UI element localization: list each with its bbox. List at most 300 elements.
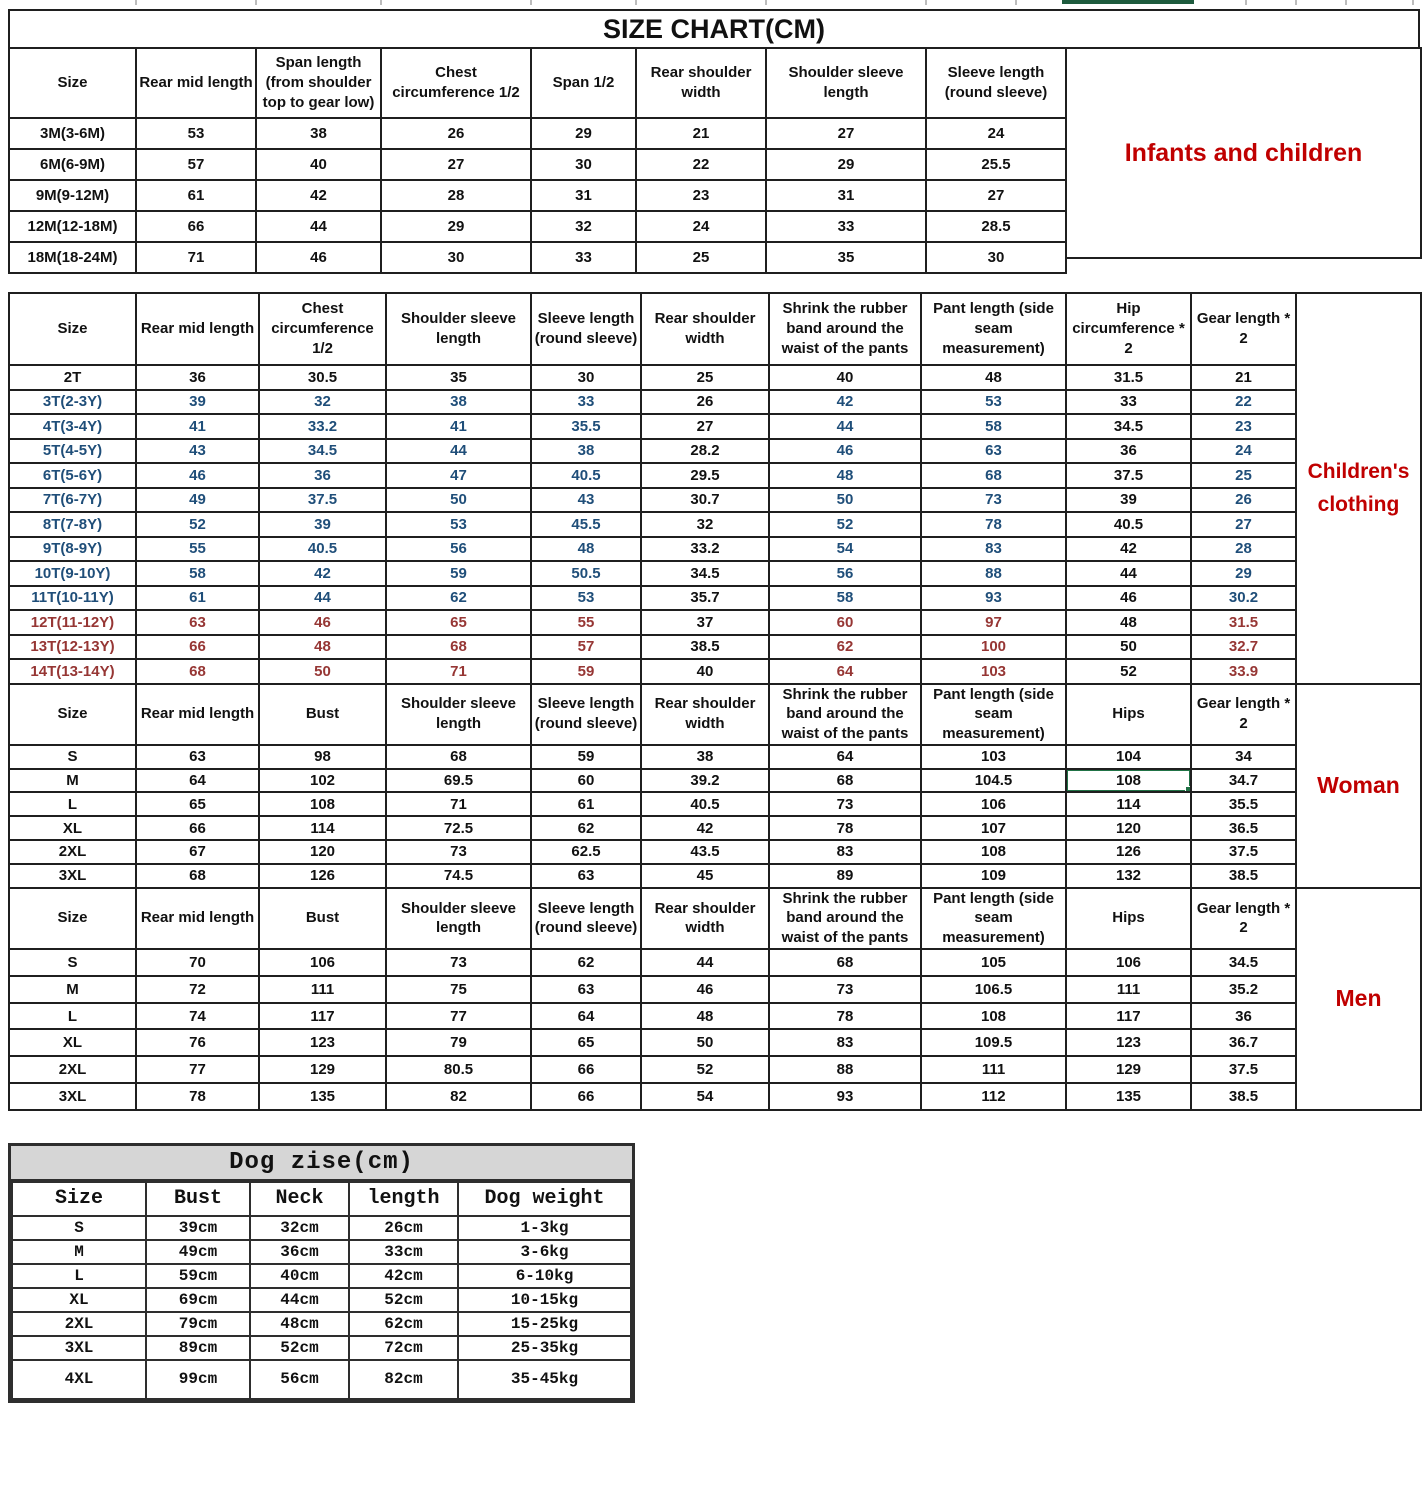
value-cell: 37 xyxy=(641,610,769,635)
dog-size-box xyxy=(8,1143,635,1403)
value-cell: 98 xyxy=(259,745,386,769)
value-cell: 50 xyxy=(259,659,386,684)
value-cell: 49cm xyxy=(146,1240,250,1264)
header-row xyxy=(9,293,1296,365)
value-cell: 42 xyxy=(769,390,921,415)
value-cell: 73 xyxy=(386,840,531,864)
value-cell: 48 xyxy=(1066,610,1191,635)
value-cell: 46 xyxy=(1066,586,1191,611)
table-row xyxy=(9,1003,1296,1030)
value-cell: 126 xyxy=(259,864,386,888)
table-row xyxy=(9,488,1296,513)
gridline-tick xyxy=(530,0,532,5)
value-cell: 34.5 xyxy=(259,439,386,464)
table-row xyxy=(9,463,1296,488)
value-cell: 33 xyxy=(1066,390,1191,415)
column-header: Size xyxy=(9,293,136,365)
value-cell: 56 xyxy=(386,537,531,562)
gridline-tick xyxy=(1245,0,1247,5)
value-cell: 120 xyxy=(1066,816,1191,840)
value-cell: 108 xyxy=(921,840,1066,864)
value-cell: 48 xyxy=(531,537,641,562)
value-cell: 62cm xyxy=(349,1312,458,1336)
value-cell: 66 xyxy=(136,211,256,242)
table-row xyxy=(9,792,1296,816)
section-gap xyxy=(0,1111,1428,1143)
size-label-cell: XL xyxy=(9,816,136,840)
value-cell: 88 xyxy=(769,1056,921,1083)
value-cell: 21 xyxy=(636,118,766,149)
value-cell: 60 xyxy=(769,610,921,635)
gridline-tick xyxy=(925,0,927,5)
value-cell: 33 xyxy=(766,211,926,242)
value-cell: 37.5 xyxy=(259,488,386,513)
table-row xyxy=(9,439,1296,464)
value-cell: 74.5 xyxy=(386,864,531,888)
value-cell: 114 xyxy=(259,816,386,840)
column-header: Rear mid length xyxy=(136,888,259,949)
column-header: Gear length * 2 xyxy=(1191,293,1296,365)
value-cell: 32.7 xyxy=(1191,635,1296,660)
column-header: Hips xyxy=(1066,888,1191,949)
column-header: Bust xyxy=(259,684,386,745)
value-cell: 66 xyxy=(136,816,259,840)
column-header: Gear length * 2 xyxy=(1191,888,1296,949)
value-cell: 50 xyxy=(386,488,531,513)
value-cell: 106.5 xyxy=(921,976,1066,1003)
value-cell: 82cm xyxy=(349,1360,458,1399)
size-label-cell: M xyxy=(12,1240,146,1264)
value-cell: 48cm xyxy=(250,1312,349,1336)
gridline-tick xyxy=(135,0,137,5)
value-cell: 83 xyxy=(921,537,1066,562)
value-cell: 46 xyxy=(136,463,259,488)
size-label-cell: 3XL xyxy=(9,1083,136,1110)
value-cell: 39cm xyxy=(146,1216,250,1240)
value-cell: 78 xyxy=(136,1083,259,1110)
value-cell: 82 xyxy=(386,1083,531,1110)
size-label-cell: 3XL xyxy=(12,1336,146,1360)
table-row xyxy=(12,1288,631,1312)
value-cell: 38.5 xyxy=(1191,1083,1296,1110)
value-cell: 89cm xyxy=(146,1336,250,1360)
table-row xyxy=(9,1029,1296,1056)
value-cell: 30 xyxy=(381,242,531,273)
side-label-woman: Woman xyxy=(1297,683,1422,889)
size-label-cell: 2XL xyxy=(9,840,136,864)
green-border-artifact xyxy=(1062,0,1194,4)
column-header: Sleeve length (round sleeve) xyxy=(531,888,641,949)
value-cell: 38.5 xyxy=(1191,864,1296,888)
table-row xyxy=(9,769,1296,793)
column-header: Gear length * 2 xyxy=(1191,684,1296,745)
value-cell: 44 xyxy=(1066,561,1191,586)
value-cell: 123 xyxy=(259,1029,386,1056)
value-cell: 40 xyxy=(769,365,921,390)
value-cell: 29 xyxy=(1191,561,1296,586)
column-header: Sleeve length (round sleeve) xyxy=(926,48,1066,118)
value-cell: 66 xyxy=(531,1056,641,1083)
value-cell: 117 xyxy=(1066,1003,1191,1030)
gridline-tick xyxy=(765,0,767,5)
value-cell: 111 xyxy=(259,976,386,1003)
column-header: Shoulder sleeve length xyxy=(766,48,926,118)
value-cell: 72 xyxy=(136,976,259,1003)
value-cell: 52 xyxy=(769,512,921,537)
value-cell: 135 xyxy=(1066,1083,1191,1110)
value-cell: 109.5 xyxy=(921,1029,1066,1056)
table-row xyxy=(12,1312,631,1336)
value-cell: 77 xyxy=(136,1056,259,1083)
value-cell: 56 xyxy=(769,561,921,586)
side-label-children: Children's clothing xyxy=(1297,292,1422,685)
value-cell: 37.5 xyxy=(1191,1056,1296,1083)
size-label-cell: XL xyxy=(12,1288,146,1312)
gridline-tick xyxy=(1412,0,1414,5)
value-cell: 40.5 xyxy=(641,792,769,816)
size-label-cell: S xyxy=(9,949,136,976)
gridline-tick xyxy=(635,0,637,5)
value-cell: 108 xyxy=(921,1003,1066,1030)
column-header: Dog weight xyxy=(458,1182,631,1216)
size-label-cell: M xyxy=(9,976,136,1003)
column-header: Shrink the rubber band around the waist of the pants xyxy=(769,888,921,949)
value-cell: 43 xyxy=(136,439,259,464)
value-cell: 58 xyxy=(136,561,259,586)
value-cell: 27 xyxy=(641,414,769,439)
value-cell: 63 xyxy=(531,864,641,888)
size-label-cell: 18M(18-24M) xyxy=(9,242,136,273)
column-header: Span length (from shoulder top to gear low) xyxy=(256,48,381,118)
infants-section xyxy=(8,49,1428,274)
value-cell: 29 xyxy=(766,149,926,180)
value-cell: 58 xyxy=(921,414,1066,439)
column-header: Shoulder sleeve length xyxy=(386,293,531,365)
value-cell: 27 xyxy=(766,118,926,149)
table-row xyxy=(9,365,1296,390)
value-cell: 45.5 xyxy=(531,512,641,537)
column-header: Rear shoulder width xyxy=(641,684,769,745)
table-row xyxy=(12,1240,631,1264)
value-cell: 63 xyxy=(136,610,259,635)
value-cell: 112 xyxy=(921,1083,1066,1110)
value-cell: 60 xyxy=(531,769,641,793)
value-cell: 31 xyxy=(531,180,636,211)
value-cell: 79 xyxy=(386,1029,531,1056)
value-cell: 40 xyxy=(641,659,769,684)
value-cell: 32 xyxy=(259,390,386,415)
table-row xyxy=(9,149,1066,180)
size-label-cell: 10T(9-10Y) xyxy=(9,561,136,586)
value-cell: 61 xyxy=(136,586,259,611)
value-cell: 33.9 xyxy=(1191,659,1296,684)
dog-size-table xyxy=(11,1181,632,1400)
size-label-cell: 12M(12-18M) xyxy=(9,211,136,242)
value-cell: 117 xyxy=(259,1003,386,1030)
value-cell: 26 xyxy=(381,118,531,149)
value-cell: 44 xyxy=(769,414,921,439)
value-cell: 44 xyxy=(259,586,386,611)
value-cell: 36.5 xyxy=(1191,816,1296,840)
column-header: Shoulder sleeve length xyxy=(386,684,531,745)
size-label-cell: 9M(9-12M) xyxy=(9,180,136,211)
value-cell: 126 xyxy=(1066,840,1191,864)
value-cell: 65 xyxy=(386,610,531,635)
value-cell: 59cm xyxy=(146,1264,250,1288)
table-row xyxy=(9,745,1296,769)
value-cell: 59 xyxy=(531,659,641,684)
value-cell: 39.2 xyxy=(641,769,769,793)
value-cell: 89 xyxy=(769,864,921,888)
value-cell: 64 xyxy=(769,745,921,769)
value-cell: 78 xyxy=(769,1003,921,1030)
value-cell: 57 xyxy=(136,149,256,180)
table-row xyxy=(9,635,1296,660)
value-cell: 39 xyxy=(1066,488,1191,513)
table-row xyxy=(12,1360,631,1399)
size-label-cell: 2T xyxy=(9,365,136,390)
value-cell: 40.5 xyxy=(259,537,386,562)
value-cell: 68 xyxy=(921,463,1066,488)
spreadsheet-top-gridline-strip xyxy=(0,0,1428,9)
column-header: Chest circumference 1/2 xyxy=(381,48,531,118)
value-cell: 59 xyxy=(531,745,641,769)
value-cell: 35.5 xyxy=(1191,792,1296,816)
value-cell: 120 xyxy=(259,840,386,864)
value-cell: 103 xyxy=(921,745,1066,769)
column-header: Rear mid length xyxy=(136,48,256,118)
value-cell: 78 xyxy=(769,816,921,840)
column-header: Size xyxy=(9,684,136,745)
table-row xyxy=(9,118,1066,149)
value-cell: 53 xyxy=(921,390,1066,415)
value-cell: 76 xyxy=(136,1029,259,1056)
column-header: Bust xyxy=(146,1182,250,1216)
value-cell: 6-10kg xyxy=(458,1264,631,1288)
value-cell: 32cm xyxy=(250,1216,349,1240)
value-cell: 44 xyxy=(256,211,381,242)
value-cell: 24 xyxy=(926,118,1066,149)
value-cell: 129 xyxy=(259,1056,386,1083)
value-cell: 99cm xyxy=(146,1360,250,1399)
gridline-tick xyxy=(255,0,257,5)
value-cell: 22 xyxy=(1191,390,1296,415)
value-cell: 35.5 xyxy=(531,414,641,439)
value-cell: 36 xyxy=(1191,1003,1296,1030)
value-cell: 34.5 xyxy=(1066,414,1191,439)
value-cell: 36cm xyxy=(250,1240,349,1264)
value-cell: 100 xyxy=(921,635,1066,660)
value-cell: 53 xyxy=(531,586,641,611)
column-header: Rear mid length xyxy=(136,684,259,745)
value-cell: 29.5 xyxy=(641,463,769,488)
value-cell: 109 xyxy=(921,864,1066,888)
value-cell: 42cm xyxy=(349,1264,458,1288)
value-cell: 35-45kg xyxy=(458,1360,631,1399)
value-cell: 28.2 xyxy=(641,439,769,464)
table-row xyxy=(9,659,1296,684)
value-cell: 43.5 xyxy=(641,840,769,864)
value-cell: 37.5 xyxy=(1066,463,1191,488)
column-header: length xyxy=(349,1182,458,1216)
table-row xyxy=(9,840,1296,864)
value-cell: 72cm xyxy=(349,1336,458,1360)
value-cell: 38.5 xyxy=(641,635,769,660)
value-cell: 48 xyxy=(921,365,1066,390)
table-row xyxy=(12,1264,631,1288)
size-label-cell: 12T(11-12Y) xyxy=(9,610,136,635)
value-cell: 103 xyxy=(921,659,1066,684)
men-size-table xyxy=(8,887,1297,1111)
table-row xyxy=(9,537,1296,562)
value-cell: 21 xyxy=(1191,365,1296,390)
table-row xyxy=(9,512,1296,537)
value-cell: 88 xyxy=(921,561,1066,586)
value-cell: 23 xyxy=(1191,414,1296,439)
value-cell: 42 xyxy=(1066,537,1191,562)
value-cell: 41 xyxy=(386,414,531,439)
value-cell: 97 xyxy=(921,610,1066,635)
value-cell: 106 xyxy=(921,792,1066,816)
column-header: Rear shoulder width xyxy=(636,48,766,118)
table-row xyxy=(9,586,1296,611)
value-cell: 52cm xyxy=(250,1336,349,1360)
column-header: Shrink the rubber band around the waist of the pants xyxy=(769,293,921,365)
value-cell: 27 xyxy=(926,180,1066,211)
value-cell: 34.5 xyxy=(641,561,769,586)
value-cell: 64 xyxy=(769,659,921,684)
header-row xyxy=(9,684,1296,745)
value-cell: 33 xyxy=(531,242,636,273)
value-cell: 132 xyxy=(1066,864,1191,888)
value-cell: 68 xyxy=(769,769,921,793)
size-label-cell: 2XL xyxy=(12,1312,146,1336)
size-label-cell: 14T(13-14Y) xyxy=(9,659,136,684)
value-cell: 108 xyxy=(259,792,386,816)
value-cell: 38 xyxy=(531,439,641,464)
value-cell: 52 xyxy=(641,1056,769,1083)
column-header: Hip circumference * 2 xyxy=(1066,293,1191,365)
value-cell: 59 xyxy=(386,561,531,586)
size-label-cell: 6M(6-9M) xyxy=(9,149,136,180)
value-cell: 41 xyxy=(136,414,259,439)
column-header: Size xyxy=(9,48,136,118)
value-cell: 46 xyxy=(769,439,921,464)
value-cell: 40.5 xyxy=(531,463,641,488)
size-label-cell: 9T(8-9Y) xyxy=(9,537,136,562)
table-row xyxy=(12,1216,631,1240)
value-cell: 27 xyxy=(381,149,531,180)
woman-section xyxy=(8,685,1428,889)
value-cell: 107 xyxy=(921,816,1066,840)
value-cell: 106 xyxy=(259,949,386,976)
value-cell: 33cm xyxy=(349,1240,458,1264)
value-cell: 105 xyxy=(921,949,1066,976)
value-cell: 28.5 xyxy=(926,211,1066,242)
value-cell: 106 xyxy=(1066,949,1191,976)
value-cell: 111 xyxy=(1066,976,1191,1003)
value-cell: 33.2 xyxy=(641,537,769,562)
value-cell: 64 xyxy=(531,1003,641,1030)
value-cell: 44cm xyxy=(250,1288,349,1312)
table-row xyxy=(9,561,1296,586)
value-cell: 93 xyxy=(921,586,1066,611)
value-cell: 36 xyxy=(259,463,386,488)
column-header: Size xyxy=(9,888,136,949)
value-cell: 10-15kg xyxy=(458,1288,631,1312)
column-header: Span 1/2 xyxy=(531,48,636,118)
value-cell: 53 xyxy=(386,512,531,537)
value-cell: 66 xyxy=(531,1083,641,1110)
value-cell: 73 xyxy=(386,949,531,976)
value-cell: 68 xyxy=(386,745,531,769)
value-cell: 50.5 xyxy=(531,561,641,586)
value-cell: 62 xyxy=(386,586,531,611)
header-row xyxy=(12,1182,631,1216)
value-cell: 38 xyxy=(641,745,769,769)
value-cell: 66 xyxy=(136,635,259,660)
table-row xyxy=(9,976,1296,1003)
size-label-cell: 7T(6-7Y) xyxy=(9,488,136,513)
value-cell: 50 xyxy=(1066,635,1191,660)
value-cell: 80.5 xyxy=(386,1056,531,1083)
size-label-cell: 13T(12-13Y) xyxy=(9,635,136,660)
value-cell: 123 xyxy=(1066,1029,1191,1056)
size-label-cell: L xyxy=(12,1264,146,1288)
value-cell: 25 xyxy=(1191,463,1296,488)
table-row xyxy=(9,211,1066,242)
value-cell: 3-6kg xyxy=(458,1240,631,1264)
size-label-cell: S xyxy=(12,1216,146,1240)
selected-cell: 108 xyxy=(1066,769,1191,793)
value-cell: 30.2 xyxy=(1191,586,1296,611)
value-cell: 83 xyxy=(769,840,921,864)
children-section xyxy=(8,292,1428,685)
column-header: Rear shoulder width xyxy=(641,888,769,949)
table-row xyxy=(9,1056,1296,1083)
page-title: SIZE CHART(CM) xyxy=(8,9,1420,49)
value-cell: 39 xyxy=(136,390,259,415)
value-cell: 37.5 xyxy=(1191,840,1296,864)
value-cell: 65 xyxy=(531,1029,641,1056)
value-cell: 40.5 xyxy=(1066,512,1191,537)
column-header: Shrink the rubber band around the waist of the pants xyxy=(769,684,921,745)
value-cell: 48 xyxy=(259,635,386,660)
value-cell: 64 xyxy=(136,769,259,793)
value-cell: 71 xyxy=(386,659,531,684)
value-cell: 28 xyxy=(1191,537,1296,562)
value-cell: 23 xyxy=(636,180,766,211)
value-cell: 33.2 xyxy=(259,414,386,439)
gridline-tick xyxy=(1015,0,1017,5)
value-cell: 35 xyxy=(766,242,926,273)
value-cell: 47 xyxy=(386,463,531,488)
column-header: Pant length (side seam measurement) xyxy=(921,888,1066,949)
table-row xyxy=(9,864,1296,888)
value-cell: 63 xyxy=(921,439,1066,464)
gridline-tick xyxy=(1345,0,1347,5)
size-label-cell: 11T(10-11Y) xyxy=(9,586,136,611)
value-cell: 135 xyxy=(259,1083,386,1110)
value-cell: 55 xyxy=(136,537,259,562)
value-cell: 22 xyxy=(636,149,766,180)
value-cell: 25 xyxy=(641,365,769,390)
value-cell: 29 xyxy=(531,118,636,149)
value-cell: 104 xyxy=(1066,745,1191,769)
value-cell: 129 xyxy=(1066,1056,1191,1083)
value-cell: 55 xyxy=(531,610,641,635)
value-cell: 74 xyxy=(136,1003,259,1030)
